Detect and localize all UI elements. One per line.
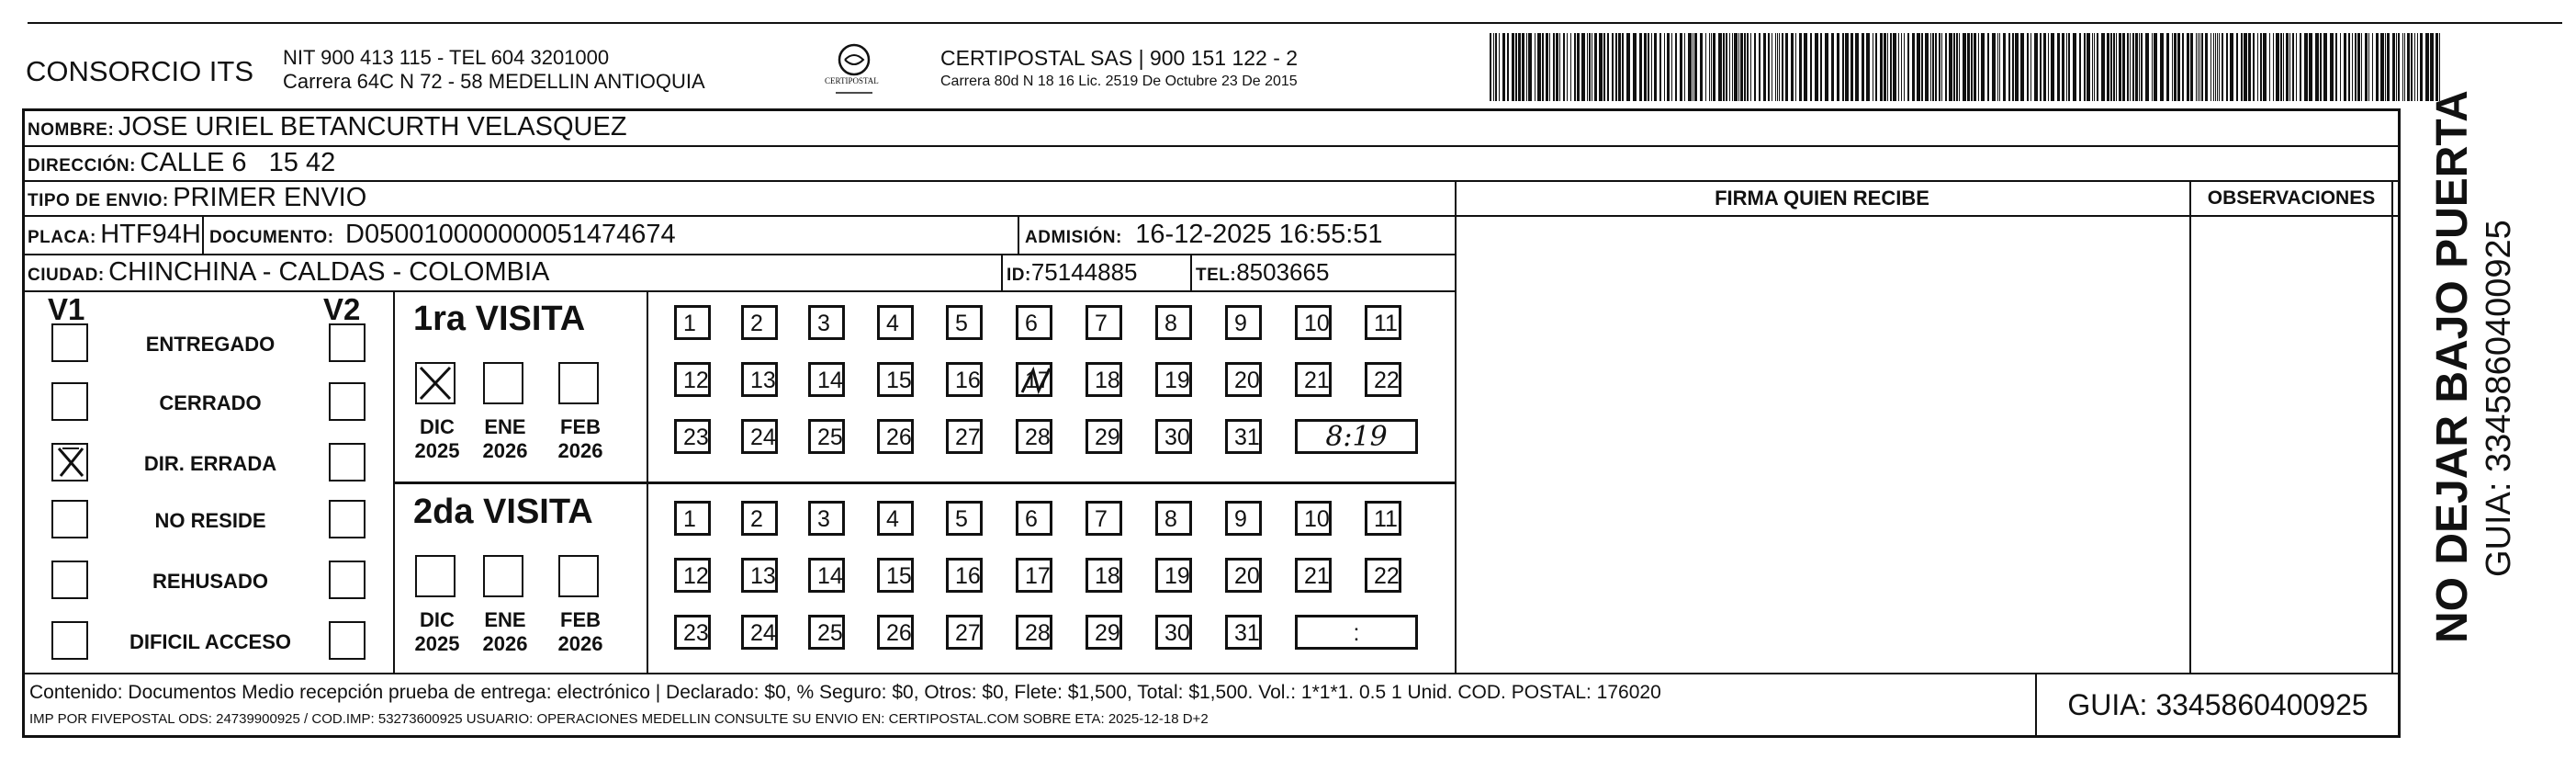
v1-label: V1 — [48, 292, 85, 326]
v2-label: V2 — [323, 292, 361, 326]
day-number: 21 — [1304, 563, 1330, 589]
first-visit-day-box[interactable] — [674, 419, 711, 454]
day-number: 26 — [886, 620, 912, 646]
first-visit-month-checkbox[interactable] — [483, 362, 523, 404]
first-visit-day-box[interactable] — [1155, 419, 1192, 454]
v1-checkbox-2[interactable] — [51, 382, 88, 421]
admision-label: ADMISIÓN: — [1025, 228, 1122, 247]
direccion-label: DIRECCIÓN: — [28, 156, 136, 176]
observaciones-header: OBSERVACIONES — [2207, 187, 2376, 209]
time-placeholder: : — [1353, 620, 1360, 646]
second-visit-day-box[interactable] — [1295, 558, 1332, 593]
id-label: ID: — [1007, 266, 1031, 285]
day-number: 24 — [750, 425, 776, 450]
first-visit-day-box[interactable] — [674, 362, 711, 397]
first-visit-day-box[interactable] — [1225, 419, 1262, 454]
tipo-row — [28, 180, 366, 215]
first-visit-time-box[interactable] — [1295, 419, 1418, 454]
day-number: 12 — [683, 368, 709, 393]
year-label: 2025 — [414, 439, 460, 462]
second-visit-day-box[interactable] — [1365, 501, 1401, 536]
day-number: 7 — [1095, 311, 1108, 336]
day-number: 19 — [1164, 563, 1190, 589]
day-number: 20 — [1234, 563, 1260, 589]
day-number: 1 — [683, 311, 696, 336]
month-label: DIC — [420, 608, 455, 631]
first-visit-day-box[interactable] — [1086, 305, 1122, 340]
status-option-label: DIR. ERRADA — [143, 452, 277, 475]
day-number: 25 — [817, 425, 843, 450]
day-number: 3 — [817, 311, 830, 336]
second-visit-day-box[interactable] — [808, 558, 845, 593]
day-number: 28 — [1025, 620, 1051, 646]
first-visit-day-box[interactable] — [808, 419, 845, 454]
first-visit-day-box[interactable] — [946, 362, 983, 397]
month-label: FEB — [560, 608, 601, 631]
nit-line: NIT 900 413 115 - TEL 604 3201000 — [283, 46, 610, 69]
year-label: 2026 — [557, 439, 603, 462]
second-visit-month-checkbox[interactable] — [558, 555, 599, 597]
month-label: DIC — [420, 415, 455, 438]
first-visit-day-box[interactable] — [1225, 362, 1262, 397]
first-visit-day-box[interactable] — [1155, 362, 1192, 397]
footer-contenido: Contenido: Documentos Medio recepción prueba de entrega: electrónico | Declarado: $0, % Seguro: $0, Otros: $0, Flete: $1,500, Total: $1,500. Vol.: 1*1*1. 0.5 1 Unid. COD. POSTAL: 176020 — [29, 682, 1661, 703]
second-visit-day-box[interactable] — [946, 615, 983, 650]
month-label: ENE — [484, 608, 526, 631]
first-visit-day-box[interactable] — [877, 362, 914, 397]
day-number: 26 — [886, 425, 912, 450]
v2-checkbox-4[interactable] — [329, 500, 366, 538]
tel-value: 8503665 — [1236, 258, 1330, 286]
first-visit-day-box[interactable] — [877, 419, 914, 454]
second-visit-day-box[interactable] — [741, 615, 778, 650]
day-number: 18 — [1095, 563, 1120, 589]
second-visit-day-box[interactable] — [946, 501, 983, 536]
handwritten-time: 8:19 — [1325, 421, 1388, 453]
day-number: 17 — [1025, 563, 1051, 589]
day-number: 7 — [1095, 506, 1108, 532]
id-row — [1007, 254, 1138, 290]
second-visit-day-box[interactable] — [1365, 558, 1401, 593]
top-edge-line — [28, 22, 2562, 24]
year-label: 2026 — [482, 439, 528, 462]
nombre-label: NOMBRE: — [28, 120, 115, 140]
first-visit-day-box[interactable] — [1365, 362, 1401, 397]
day-number: 15 — [886, 563, 912, 589]
second-visit-day-box[interactable] — [741, 501, 778, 536]
second-visit-day-box[interactable] — [1225, 558, 1262, 593]
second-visit-day-box[interactable] — [877, 501, 914, 536]
first-visit-day-box[interactable] — [1016, 305, 1052, 340]
ciudad-label: CIUDAD: — [28, 266, 105, 285]
second-visit-day-box[interactable] — [1155, 501, 1192, 536]
second-visit-day-box[interactable] — [1016, 558, 1052, 593]
documento-label: DOCUMENTO: — [209, 228, 334, 247]
certipostal-address: Carrera 80d N 18 16 Lic. 2519 De Octubre 23 De 2015 — [940, 74, 1298, 89]
second-visit-day-box[interactable] — [808, 501, 845, 536]
status-option-label: REHUSADO — [152, 570, 268, 593]
first-visit-day-box[interactable] — [1295, 305, 1332, 340]
first-visit-day-box[interactable] — [946, 419, 983, 454]
month-label: ENE — [484, 415, 526, 438]
day-number: 3 — [817, 506, 830, 532]
company-address: Carrera 64C N 72 - 58 MEDELLIN ANTIOQUIA — [283, 70, 705, 93]
first-visit-day-box[interactable] — [741, 362, 778, 397]
first-visit-day-box[interactable] — [1016, 419, 1052, 454]
v2-checkbox-1[interactable] — [329, 323, 366, 362]
day-number: 27 — [955, 620, 981, 646]
day-number: 13 — [750, 368, 776, 393]
first-visit-day-box[interactable] — [1086, 419, 1122, 454]
day-number: 19 — [1164, 368, 1190, 393]
day-number: 6 — [1025, 506, 1038, 532]
admision-value: 16-12-2025 16:55:51 — [1135, 220, 1383, 249]
second-visit-day-box[interactable] — [1086, 615, 1122, 650]
status-option-label: CERRADO — [159, 391, 262, 414]
barcode-graphic — [1490, 33, 2445, 101]
second-visit-day-box[interactable] — [674, 558, 711, 593]
company-name: CONSORCIO ITS — [26, 55, 254, 87]
day-number: 1 — [683, 506, 696, 532]
day-number: 29 — [1095, 425, 1120, 450]
second-visit-day-box[interactable] — [1086, 501, 1122, 536]
day-number: 11 — [1374, 506, 1398, 532]
day-number: 18 — [1095, 368, 1120, 393]
v1-checkbox-6[interactable] — [51, 621, 88, 660]
day-number: 16 — [955, 563, 981, 589]
second-visit-day-box[interactable] — [1016, 501, 1052, 536]
day-number: 20 — [1234, 368, 1260, 393]
second-visit-time-box[interactable] — [1295, 615, 1418, 650]
first-visit-month-checkbox[interactable] — [415, 362, 456, 404]
second-visit-day-box[interactable] — [877, 558, 914, 593]
day-number: 30 — [1164, 620, 1190, 646]
direccion-value: CALLE 6 15 42 — [140, 148, 336, 177]
first-visit-day-box[interactable] — [808, 362, 845, 397]
admision-row — [1025, 215, 1383, 254]
v1-checkbox-1[interactable] — [51, 323, 88, 362]
day-number: 31 — [1234, 620, 1260, 646]
side-guia: GUIA: 3345860400925 — [2480, 220, 2518, 577]
second-visit-month-checkbox[interactable] — [415, 555, 456, 597]
first-visit-day-box[interactable] — [1086, 362, 1122, 397]
day-number: 2 — [750, 506, 763, 532]
status-option-label: ENTREGADO — [145, 333, 276, 356]
second-visit-day-box[interactable] — [1086, 558, 1122, 593]
year-label: 2025 — [414, 632, 460, 655]
day-number: 22 — [1374, 563, 1400, 589]
day-number: 23 — [683, 425, 709, 450]
v2-checkbox-3[interactable] — [329, 443, 366, 481]
first-visit-day-box[interactable] — [741, 419, 778, 454]
first-visit-label: 1ra VISITA — [413, 300, 586, 338]
documento-value: D050010000000051474674 — [345, 220, 676, 249]
first-visit-day-box[interactable] — [1225, 305, 1262, 340]
barcode — [1490, 33, 2445, 101]
v1-checkbox-5[interactable] — [51, 561, 88, 599]
placa-label: PLACA: — [28, 228, 96, 247]
first-visit-day-box[interactable] — [674, 305, 711, 340]
nombre-value: JOSE URIEL BETANCURTH VELASQUEZ — [118, 112, 627, 142]
second-visit-day-box[interactable] — [674, 501, 711, 536]
certipostal-logo-icon — [808, 41, 900, 100]
day-number: 16 — [955, 368, 981, 393]
day-number: 27 — [955, 425, 981, 450]
day-number: 28 — [1025, 425, 1051, 450]
second-visit-day-box[interactable] — [1295, 501, 1332, 536]
second-visit-month-checkbox[interactable] — [483, 555, 523, 597]
second-visit-day-box[interactable] — [674, 615, 711, 650]
day-number: 8 — [1164, 311, 1177, 336]
month-label: FEB — [560, 415, 601, 438]
documento-row — [209, 215, 676, 254]
id-value: 75144885 — [1030, 258, 1138, 286]
v2-checkbox-6[interactable] — [329, 621, 366, 660]
firma-header: FIRMA QUIEN RECIBE — [1715, 187, 1929, 210]
tipo-label: TIPO DE ENVIO: — [28, 191, 169, 210]
day-number: 31 — [1234, 425, 1260, 450]
tipo-value: PRIMER ENVIO — [173, 183, 367, 212]
day-number: 30 — [1164, 425, 1190, 450]
day-number: 21 — [1304, 368, 1330, 393]
day-number: 29 — [1095, 620, 1120, 646]
day-number: 6 — [1025, 311, 1038, 336]
placa-value: HTF94H — [100, 220, 201, 249]
footer-imp-line: IMP POR FIVEPOSTAL ODS: 24739900925 / COD.IMP: 53273600925 USUARIO: OPERACIONES MEDELLIN CONSULTE SU ENVIO EN: CERTIPOSTAL.COM SOBRE ETA: 2025-12-18 D+2 — [29, 711, 1209, 727]
nombre-row — [28, 108, 627, 145]
year-label: 2026 — [557, 632, 603, 655]
day-number: 4 — [886, 311, 899, 336]
day-number: 2 — [750, 311, 763, 336]
day-number: 24 — [750, 620, 776, 646]
second-visit-day-box[interactable] — [946, 558, 983, 593]
day-number: 13 — [750, 563, 776, 589]
second-visit-day-box[interactable] — [1016, 615, 1052, 650]
second-visit-label: 2da VISITA — [413, 493, 593, 531]
second-visit-day-box[interactable] — [877, 615, 914, 650]
day-number: 25 — [817, 620, 843, 646]
first-visit-day-box[interactable] — [1295, 362, 1332, 397]
first-visit-day-box[interactable] — [1016, 362, 1052, 397]
ciudad-value: CHINCHINA - CALDAS - COLOMBIA — [108, 257, 550, 287]
day-number: 5 — [955, 506, 968, 532]
first-visit-day-box[interactable] — [1365, 305, 1401, 340]
first-visit-day-box[interactable] — [946, 305, 983, 340]
first-visit-day-box[interactable] — [808, 305, 845, 340]
day-number: 22 — [1374, 368, 1400, 393]
tel-row — [1196, 254, 1329, 290]
direccion-row — [28, 145, 335, 180]
day-number: 5 — [955, 311, 968, 336]
second-visit-day-box[interactable] — [808, 615, 845, 650]
year-label: 2026 — [482, 632, 528, 655]
day-number: 8 — [1164, 506, 1177, 532]
first-visit-month-checkbox[interactable] — [558, 362, 599, 404]
day-number: 9 — [1234, 311, 1247, 336]
day-number: 10 — [1304, 506, 1330, 532]
certipostal-logo — [808, 41, 900, 100]
placa-row — [28, 215, 201, 254]
day-number: 12 — [683, 563, 709, 589]
second-visit-day-box[interactable] — [1225, 501, 1262, 536]
certipostal-line: CERTIPOSTAL SAS | 900 151 122 - 2 — [940, 46, 1299, 70]
v2-checkbox-5[interactable] — [329, 561, 366, 599]
second-visit-day-box[interactable] — [1155, 558, 1192, 593]
day-number: 4 — [886, 506, 899, 532]
v1-checkbox-4[interactable] — [51, 500, 88, 538]
day-number: 15 — [886, 368, 912, 393]
day-number: 14 — [817, 563, 843, 589]
first-visit-day-box[interactable] — [741, 305, 778, 340]
day-number: 23 — [683, 620, 709, 646]
day-number: 14 — [817, 368, 843, 393]
status-option-label: DIFICIL ACCESO — [129, 630, 291, 653]
logo-text: CERTIPOSTAL — [825, 76, 879, 85]
ciudad-row — [28, 254, 549, 290]
side-warning: NO DEJAR BAJO PUERTA — [2428, 90, 2477, 643]
day-number: 11 — [1374, 311, 1398, 336]
second-visit-day-box[interactable] — [1155, 615, 1192, 650]
footer-guia: GUIA: 3345860400925 — [2067, 688, 2368, 721]
x-mark-icon — [417, 364, 454, 402]
x-mark-icon — [53, 445, 86, 480]
day-number: 17 — [1025, 368, 1051, 393]
status-option-label: NO RESIDE — [154, 509, 266, 532]
day-number: 9 — [1234, 506, 1247, 532]
v1-checkbox-3[interactable] — [51, 443, 88, 481]
day-number: 10 — [1304, 311, 1330, 336]
tel-label: TEL: — [1196, 266, 1237, 285]
first-visit-day-box[interactable] — [877, 305, 914, 340]
second-visit-day-box[interactable] — [741, 558, 778, 593]
v2-checkbox-2[interactable] — [329, 382, 366, 421]
second-visit-day-box[interactable] — [1225, 615, 1262, 650]
first-visit-day-box[interactable] — [1155, 305, 1192, 340]
